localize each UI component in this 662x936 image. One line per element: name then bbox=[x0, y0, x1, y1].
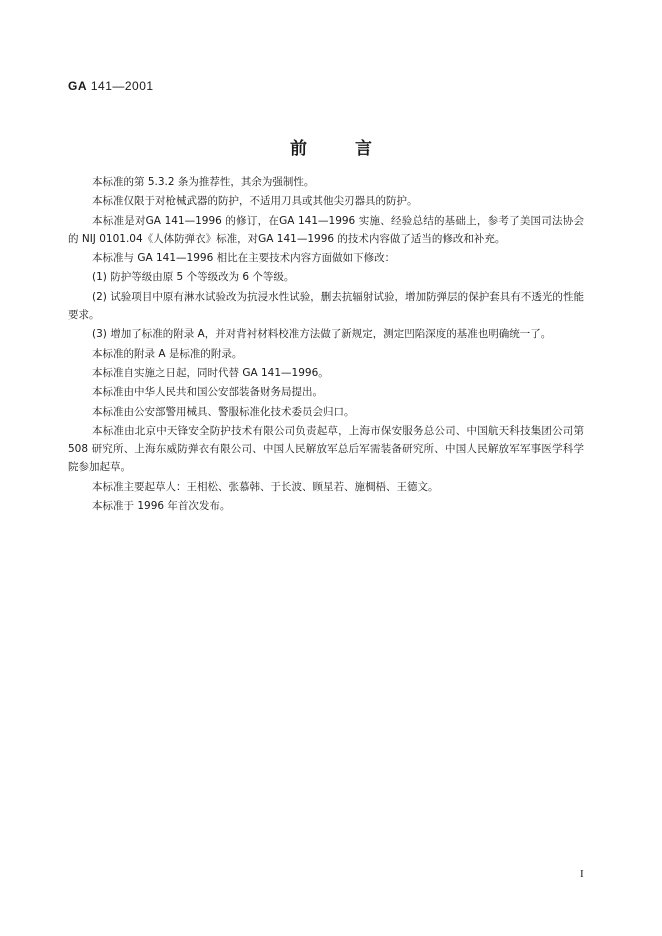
paragraph: (2) 试验项目中原有淋水试验改为抗浸水性试验，删去抗辐射试验，增加防弹层的保护套具有不透光的性能要求。 bbox=[68, 290, 584, 322]
paragraph: 本标准与 GA 141—1996 相比在主要技术内容方面做如下修改： bbox=[92, 252, 396, 265]
paragraph: (1) 防护等级由原 5 个等级改为 6 个等级。 bbox=[92, 271, 295, 284]
paragraph: 本标准由北京中天锋安全防护技术有限公司负责起草，上海市保安服务总公司、中国航天科技集团公司第 508 研究所、上海东威防弹衣有限公司、中国人民解放军总后军需装备研究所、中国人民解放军军事医学科学院参加起草。 bbox=[68, 424, 584, 474]
standard-number: 141—2001 bbox=[90, 79, 154, 93]
paragraph: 本标准自实施之日起，同时代替 GA 141—1996。 bbox=[92, 366, 329, 379]
paragraph: 本标准由中华人民共和国公安部装备财务局提出。 bbox=[92, 386, 323, 399]
paragraph: (3) 增加了标准的附录 A，并对背衬材料校准方法做了新规定，测定凹陷深度的基准也明确统一了。 bbox=[92, 328, 552, 341]
foreword-body bbox=[68, 173, 584, 516]
paragraph: 本标准仅限于对枪械武器的防护，不适用刀具或其他尖刃器具的防护。 bbox=[92, 195, 418, 208]
paragraph: 本标准于 1996 年首次发布。 bbox=[92, 500, 231, 513]
paragraph: 本标准主要起草人：王相松、张慕韩、于长波、顾星若、施椆梧、王德文。 bbox=[92, 480, 439, 493]
paragraph: 本标准的第 5.3.2 条为推荐性，其余为强制性。 bbox=[92, 176, 315, 188]
paragraph: 本标准的附录 A 是标准的附录。 bbox=[92, 347, 243, 360]
page-title: 前言 bbox=[290, 139, 420, 159]
page-number: I bbox=[580, 868, 584, 880]
paragraph: 本标准由公安部警用械具、警服标准化技术委员会归口。 bbox=[92, 405, 355, 418]
standard-prefix: GA bbox=[68, 79, 87, 93]
paragraph: 本标准是对GA 141—1996 的修订，在GA 141—1996 实施、经验总结的基础上，参考了美国司法协会的 NIJ 0101.04《人体防弹衣》标准，对GA 141—1996 的技术内容做了适当的修改和补充。 bbox=[68, 214, 584, 245]
standard-code bbox=[68, 79, 154, 93]
